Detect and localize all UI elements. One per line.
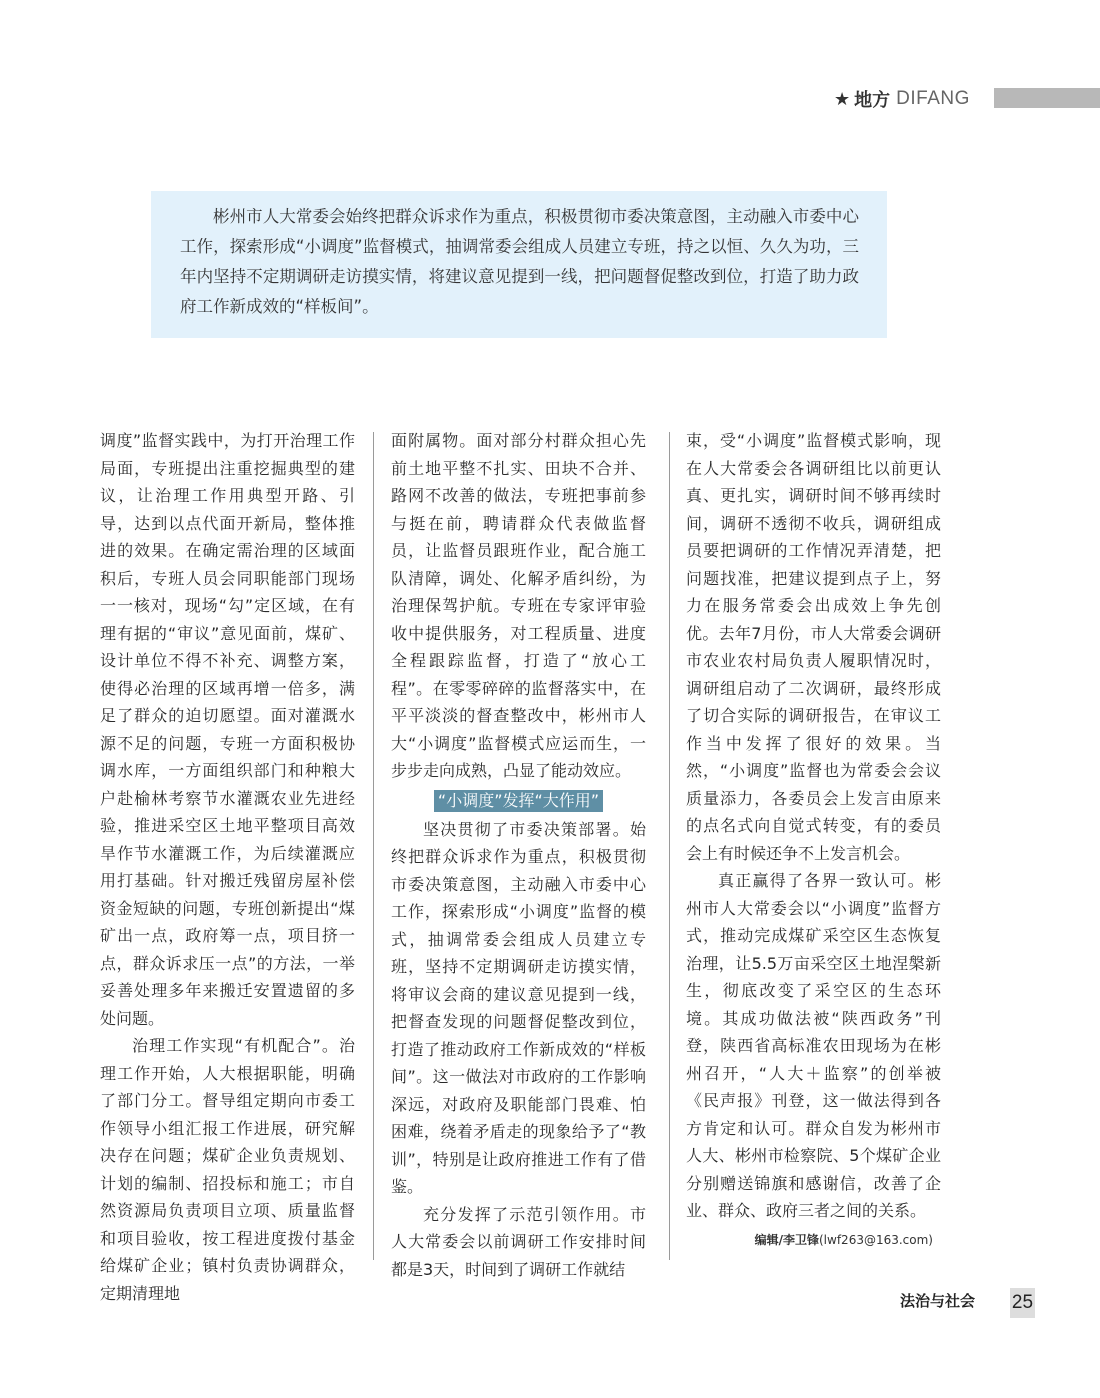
section-title-en: DIFANG (896, 88, 970, 109)
editor-credit (686, 1231, 941, 1249)
page-number: 25 (1011, 1292, 1034, 1313)
editor-name: 编辑/李卫锋 (754, 1232, 819, 1247)
paragraph: 调度”监督实践中，为打开治理工作局面，专班提出注重挖掘典型的建议，让治理工作用典型开路、引导，达到以点代面开新局，整体推进的效果。在确定需治理的区域面积后，专班人员会同职能部门现场一一核对，现场“勾”定区域，在有理有据的“审议”意见面前，煤矿、设计单位不得不补充、调整方案，使得必治理的区域再增一倍多，满足了群众的迫切愿望。面对灌溉水源不足的问题，专班一方面积极协调水库，一方面组织部门和种粮大户赴榆林考察节水灌溉农业先进经验，推进采空区土地平整项目高效旱作节水灌溉工作，为后续灌溉应用打基础。针对搬迁残留房屋补偿资金短缺的问题，专班创新提出“煤矿出一点，政府筹一点，项目挤一点，群众诉求压一点”的方法，一举妥善处理多年来搬迁安置遗留的多处问题。 (100, 431, 355, 1028)
article-column-2 (391, 427, 646, 1283)
summary-box (151, 191, 887, 338)
article-column-1 (100, 427, 355, 1307)
subheading-text: “小调度”发挥“大作用” (434, 790, 603, 812)
paragraph: 坚决贯彻了市委决策部署。始终把群众诉求作为重点，积极贯彻市委决策意图，主动融入市委中心工作，探索形成“小调度”监督的模式，抽调常委会组成人员建立专班，坚持不定期调研走访摸实情，将审议会商的建议意见提到一线，把督查发现的问题督促整改到位，打造了推动政府工作新成效的“样板间”。这一做法对市政府的工作影响深远，对政府及职能部门畏难、怕困难，绕着矛盾走的现象给予了“教训”，特别是让政府推进工作有了借鉴。 (391, 819, 646, 1196)
paragraph: 治理工作实现“有机配合”。治理工作开始，人大根据职能，明确了部门分工。督导组定期向市委工作领导小组汇报工作进展，研究解决存在问题；煤矿企业负责规划、计划的编制、招投标和施工；市自然资源局负责项目立项、质量监督和项目验收，按工程进度拨付基金给煤矿企业；镇村负责协调群众，定期清理地 (100, 1036, 355, 1303)
magazine-name: 法治与社会 (900, 1292, 976, 1310)
paragraph: 真正赢得了各界一致认可。彬州市人大常委会以“小调度”监督方式，推动完成煤矿采空区生态恢复治理，让5.5万亩采空区土地涅槃新生，彻底改变了采空区的生态环境。其成功做法被“陕西政务”刊登，陕西省高标准农田现场为在彬州召开，“人大＋监察”的创举被《民声报》刊登，这一做法得到各方肯定和认可。群众自发为彬州市人大、彬州市检察院、5个煤矿企业分别赠送锦旗和感谢信，改善了企业、群众、政府三者之间的关系。 (686, 871, 941, 1220)
page-number-box (1010, 1288, 1035, 1318)
star-icon: ★ (834, 88, 851, 110)
summary-text: 彬州市人大常委会始终把群众诉求作为重点，积极贯彻市委决策意图，主动融入市委中心工作，探索形成“小调度”监督模式，抽调常委会组成人员建立专班，持之以恒、久久为功，三年内坚持不定期调研走访摸实情，将建议意见提到一线，把问题督促整改到位，打造了助力政府工作新成效的“样板间”。 (180, 207, 859, 316)
paragraph: 充分发挥了示范引领作用。市人大常委会以前调研工作安排时间都是3天，时间到了调研工作就结 (391, 1204, 646, 1279)
article-column-3 (686, 427, 941, 1249)
paragraph: 束，受“小调度”监督模式影响，现在人大常委会各调研组比以前更认真、更扎实，调研时间不够再续时间，调研不透彻不收兵，调研组成员要把调研的工作情况弄清楚，把问题找准，把建议提到点子上，努力在服务常委会出成效上争先创优。去年7月份，市人大常委会调研市农业农村局负责人履职情况时，调研组启动了二次调研，最终形成了切合实际的调研报告，在审议工作当中发挥了很好的效果。当然，“小调度”监督也为常委会会议质量添力，各委员会上发言由原来的点名式向自觉式转变，有的委员会上有时候还争不上发言机会。 (686, 431, 941, 863)
column-divider (373, 432, 374, 1260)
paragraph: 面附属物。面对部分村群众担心先前土地平整不扎实、田块不合并、路网不改善的做法，专班把事前参与挺在前，聘请群众代表做监督员，让监督员跟班作业，配合施工队清障，调处、化解矛盾纠纷，为治理保驾护航。专班在专家评审验收中提供服务，对工程质量、进度全程跟踪监督，打造了“放心工程”。在零零碎碎的监督落实中，在平平淡淡的督查整改中，彬州市人大“小调度”监督模式应运而生，一步步走向成熟，凸显了能动效应。 (391, 431, 646, 780)
editor-email: (lwf263@163.com) (819, 1232, 933, 1247)
section-title-cn: 地方 (854, 90, 891, 111)
subheading (391, 790, 646, 812)
header-bar (994, 88, 1100, 108)
section-header (834, 86, 970, 112)
column-divider (669, 432, 670, 1260)
